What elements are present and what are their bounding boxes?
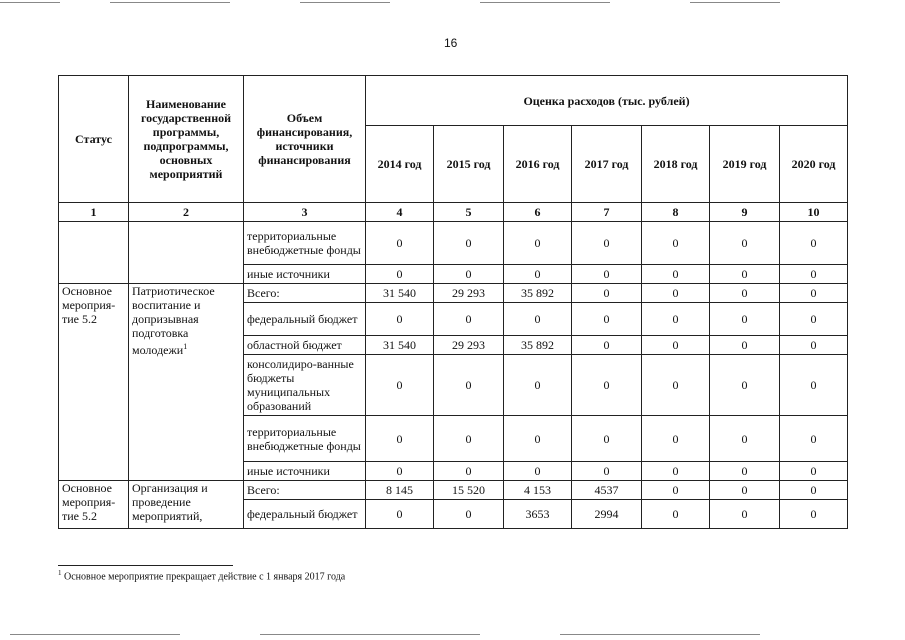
financing-source-cell: территориальные внебюджетные фонды [244, 222, 366, 265]
program-name-cell [129, 222, 244, 284]
scan-artifact [690, 2, 780, 3]
column-number: 4 [366, 203, 434, 222]
value-cell: 35 892 [504, 336, 572, 355]
financing-source-cell: Всего: [244, 481, 366, 500]
value-cell: 0 [642, 284, 710, 303]
value-cell: 0 [434, 355, 504, 416]
value-cell: 0 [642, 416, 710, 462]
value-cell: 0 [642, 481, 710, 500]
header-financing-volume: Объем финансирования, источники финансирования [244, 76, 366, 203]
value-cell: 3653 [504, 500, 572, 529]
financing-source-cell: федеральный бюджет [244, 303, 366, 336]
value-cell: 0 [780, 284, 848, 303]
value-cell: 0 [642, 500, 710, 529]
value-cell: 0 [710, 416, 780, 462]
column-number: 5 [434, 203, 504, 222]
financing-source-cell: областной бюджет [244, 336, 366, 355]
column-number-row [59, 203, 848, 222]
column-number: 6 [504, 203, 572, 222]
value-cell: 15 520 [434, 481, 504, 500]
value-cell: 0 [366, 355, 434, 416]
program-name-text: Патриотическое воспитание и допризывная подготовка молодежи [132, 284, 215, 357]
value-cell: 0 [780, 500, 848, 529]
value-cell: 0 [642, 303, 710, 336]
value-cell: 0 [710, 222, 780, 265]
column-number: 9 [710, 203, 780, 222]
footnote-text: Основное мероприятие прекращает действие с 1 января 2017 года [64, 571, 346, 583]
table-row [59, 481, 848, 500]
value-cell: 0 [504, 222, 572, 265]
value-cell: 0 [504, 265, 572, 284]
value-cell: 0 [434, 500, 504, 529]
value-cell: 29 293 [434, 284, 504, 303]
value-cell: 0 [572, 222, 642, 265]
value-cell: 0 [572, 303, 642, 336]
column-number: 3 [244, 203, 366, 222]
financing-source-cell: иные источники [244, 462, 366, 481]
value-cell: 0 [504, 462, 572, 481]
scan-artifact [10, 634, 180, 635]
header-year: 2018 год [642, 126, 710, 203]
value-cell: 8 145 [366, 481, 434, 500]
value-cell: 0 [710, 303, 780, 336]
value-cell: 0 [366, 222, 434, 265]
financing-source-cell: федеральный бюджет [244, 500, 366, 529]
page-number: 16 [444, 36, 458, 50]
header-year: 2019 год [710, 126, 780, 203]
footnote-divider [58, 565, 233, 566]
header-year: 2017 год [572, 126, 642, 203]
footnote-reference: 1 [183, 342, 188, 351]
financing-source-cell: Всего: [244, 284, 366, 303]
value-cell: 0 [572, 284, 642, 303]
value-cell: 4537 [572, 481, 642, 500]
value-cell: 0 [780, 222, 848, 265]
value-cell: 0 [710, 265, 780, 284]
value-cell: 0 [642, 265, 710, 284]
value-cell: 0 [434, 462, 504, 481]
value-cell: 0 [780, 336, 848, 355]
program-name-text: Организация и проведение мероприятий, [132, 481, 208, 523]
value-cell: 0 [780, 462, 848, 481]
scan-artifact [110, 2, 230, 3]
value-cell: 0 [572, 355, 642, 416]
column-number: 10 [780, 203, 848, 222]
value-cell: 0 [642, 355, 710, 416]
value-cell: 0 [434, 265, 504, 284]
value-cell: 0 [366, 416, 434, 462]
header-year: 2020 год [780, 126, 848, 203]
value-cell: 0 [710, 500, 780, 529]
column-number: 2 [129, 203, 244, 222]
value-cell: 0 [780, 303, 848, 336]
value-cell: 0 [504, 303, 572, 336]
value-cell: 0 [504, 416, 572, 462]
scan-artifact [300, 2, 390, 3]
value-cell: 0 [642, 462, 710, 481]
value-cell: 0 [434, 303, 504, 336]
value-cell: 0 [366, 462, 434, 481]
value-cell: 0 [780, 416, 848, 462]
program-name-cell [129, 284, 244, 481]
status-cell: Основное мероприя-тие 5.2 [59, 481, 129, 529]
value-cell: 0 [710, 355, 780, 416]
column-number: 1 [59, 203, 129, 222]
value-cell: 2994 [572, 500, 642, 529]
value-cell: 4 153 [504, 481, 572, 500]
financing-source-cell: консолидиро-ванные бюджеты муниципальных образований [244, 355, 366, 416]
column-number: 7 [572, 203, 642, 222]
budget-table [58, 75, 848, 529]
value-cell: 0 [434, 222, 504, 265]
value-cell: 35 892 [504, 284, 572, 303]
value-cell: 0 [642, 222, 710, 265]
value-cell: 0 [780, 481, 848, 500]
value-cell: 0 [572, 265, 642, 284]
value-cell: 0 [572, 462, 642, 481]
header-expense-estimate: Оценка расходов (тыс. рублей) [366, 76, 848, 126]
value-cell: 0 [780, 355, 848, 416]
value-cell: 0 [572, 336, 642, 355]
value-cell: 0 [780, 265, 848, 284]
header-year: 2016 год [504, 126, 572, 203]
scan-artifact [480, 2, 610, 3]
value-cell: 0 [366, 303, 434, 336]
header-year: 2014 год [366, 126, 434, 203]
status-cell: Основное мероприя-тие 5.2 [59, 284, 129, 481]
value-cell: 0 [434, 416, 504, 462]
header-year: 2015 год [434, 126, 504, 203]
financing-source-cell: иные источники [244, 265, 366, 284]
footnote-marker: 1 [58, 569, 62, 577]
status-cell [59, 222, 129, 284]
value-cell: 0 [366, 265, 434, 284]
value-cell: 0 [710, 462, 780, 481]
table-row [59, 284, 848, 303]
financing-source-cell: территориальные внебюджетные фонды [244, 416, 366, 462]
footnote [58, 569, 345, 582]
header-status: Статус [59, 76, 129, 203]
value-cell: 0 [710, 481, 780, 500]
scan-artifact [0, 2, 60, 3]
value-cell: 0 [572, 416, 642, 462]
value-cell: 0 [504, 355, 572, 416]
value-cell: 29 293 [434, 336, 504, 355]
scan-artifact [260, 634, 480, 635]
value-cell: 31 540 [366, 284, 434, 303]
column-number: 8 [642, 203, 710, 222]
value-cell: 0 [366, 500, 434, 529]
table-row [59, 222, 848, 265]
header-program-name: Наименование государственной программы, подпрограммы, основных мероприятий [129, 76, 244, 203]
scan-artifact [560, 634, 760, 635]
program-name-cell [129, 481, 244, 529]
value-cell: 0 [710, 336, 780, 355]
value-cell: 0 [710, 284, 780, 303]
value-cell: 31 540 [366, 336, 434, 355]
value-cell: 0 [642, 336, 710, 355]
